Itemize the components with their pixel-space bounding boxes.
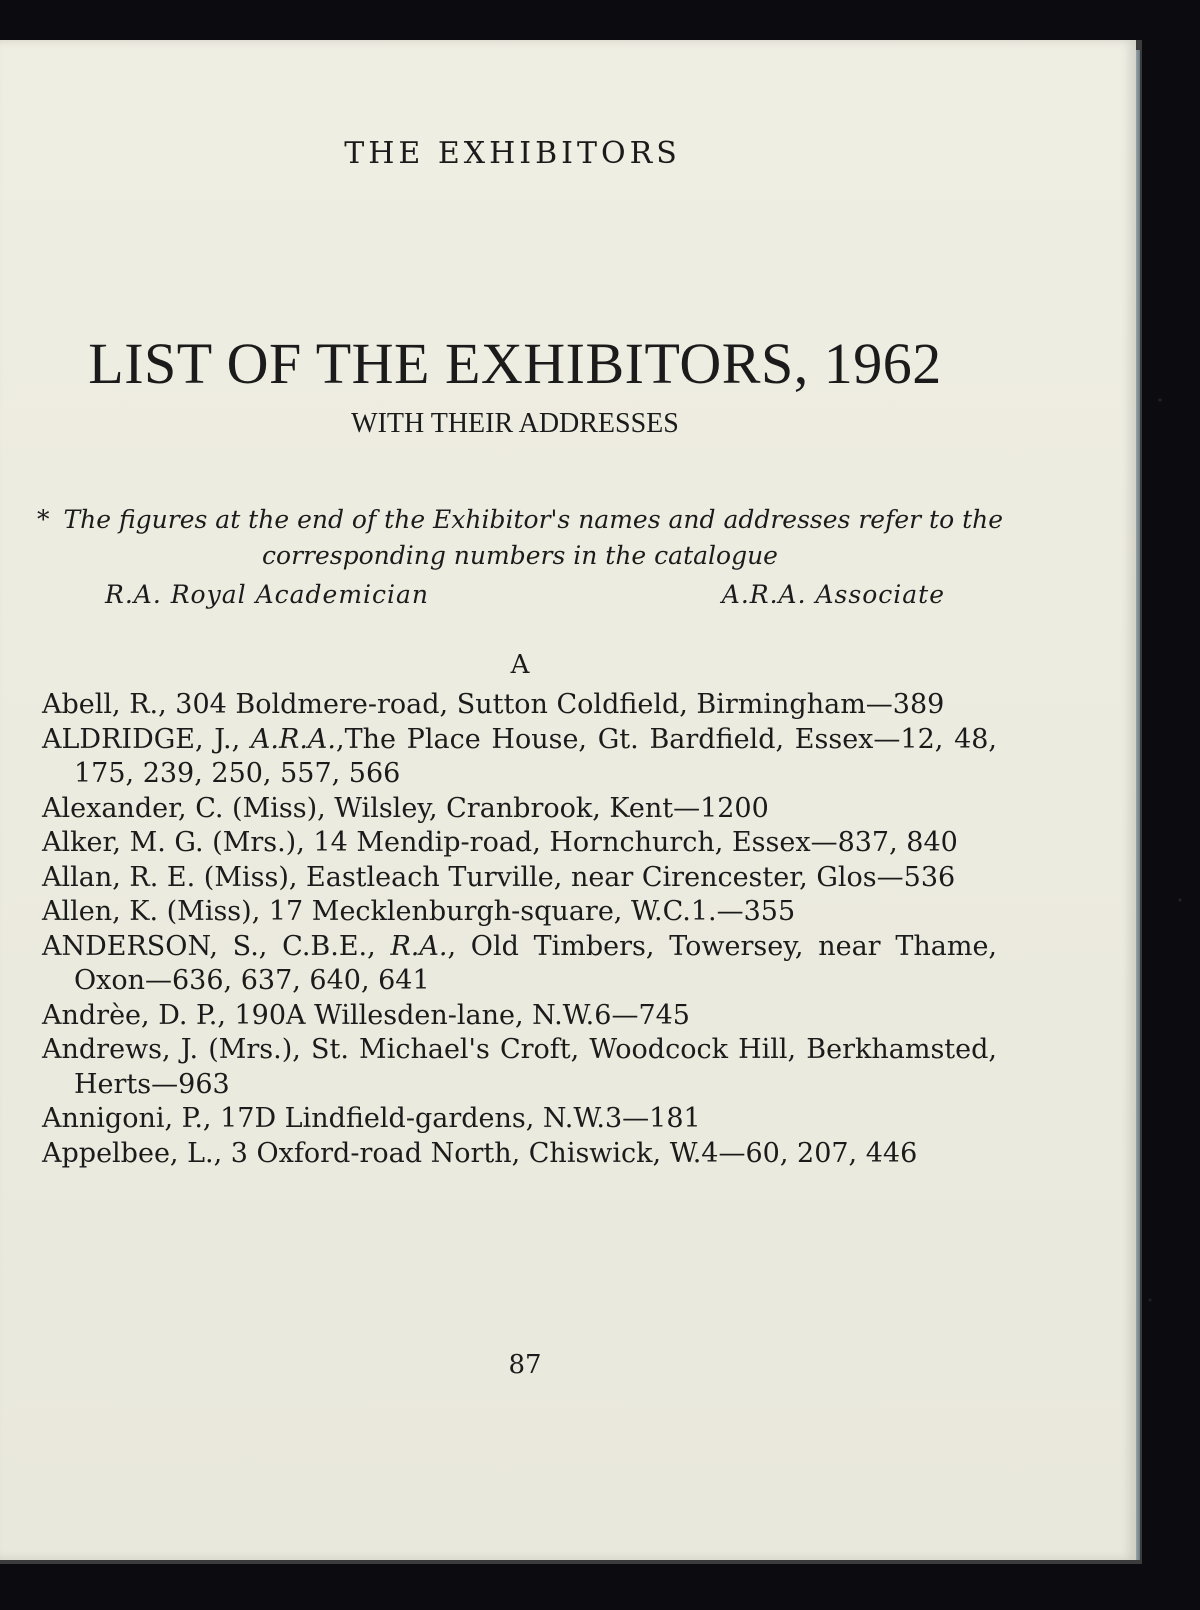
list-item: Abell, R., 304 Boldmere-road, Sutton Coldfield, Birmingham—389 — [42, 689, 945, 720]
list-item: Appelbee, L., 3 Oxford-road North, Chiswick, W.4—60, 207, 446 — [42, 1137, 918, 1169]
list-item: Alker, M. G. (Mrs.), 14 Mendip-road, Hornchurch, Essex—837, 840 — [42, 827, 958, 858]
abbr-royal-academician: R.A. Royal Academician — [105, 580, 430, 609]
book-page — [0, 40, 1136, 1560]
list-item: Alexander, C. (Miss), Wilsley, Cranbrook, Kent—1200 — [42, 792, 769, 824]
list-item: Allen, K. (Miss), 17 Mecklenburgh-square, W.C.1.—355 — [42, 896, 796, 927]
page-title: LIST OF THE EXHIBITORS, 1962 — [88, 331, 942, 396]
list-item: Andrews, J. (Mrs.), St. Michael's Croft, Woodcock Hill, Berkhamsted, Herts—963 — [42, 1034, 997, 1100]
list-item: Annigoni, P., 17D Lindfield-gardens, N.W.3—181 — [42, 1103, 701, 1134]
note-text: The figures at the end of the Exhibitor's names and addresses refer to the corresponding numbers in the catalogue — [63, 505, 1004, 570]
exhibitor-list — [42, 688, 997, 1171]
list-item: ALDRIDGE, J., A.R.A.,The Place House, Gt. Bardfield, Essex—12, 48, 175, 239, 250, 557, 566 — [42, 723, 998, 789]
page-subtitle: WITH THEIR ADDRESSES — [351, 408, 679, 439]
section-letter: A — [510, 650, 530, 680]
abbr-associate: A.R.A. Associate — [721, 580, 945, 609]
running-head: THE EXHIBITORS — [344, 136, 681, 171]
list-item: ANDERSON, S., C.B.E., R.A., Old Timbers, Towersey, near Thame, Oxon—636, 637, 640, 641 — [42, 930, 998, 996]
note-asterisk: * — [36, 505, 50, 534]
list-item: Andrèe, D. P., 190A Willesden-lane, N.W.6—745 — [42, 999, 690, 1031]
page-number: 87 — [508, 1350, 542, 1380]
list-item: Allan, R. E. (Miss), Eastleach Turville, near Cirencester, Glos—536 — [42, 861, 956, 893]
abbreviation-legend — [105, 580, 945, 609]
catalogue-note — [30, 502, 1010, 574]
